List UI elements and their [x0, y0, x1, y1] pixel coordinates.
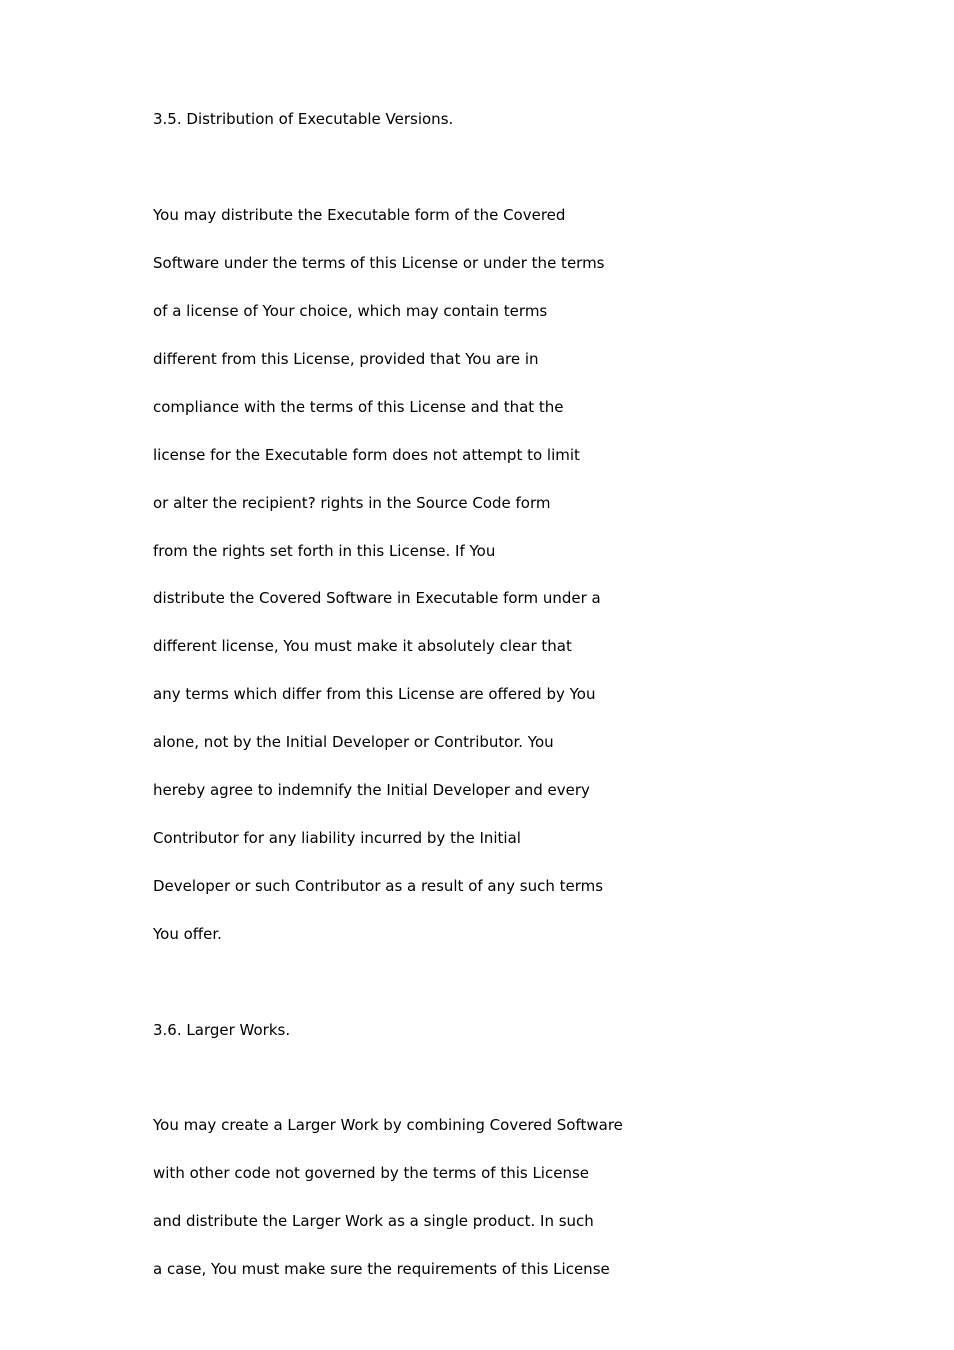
- section-heading: 3.6. Larger Works.: [153, 1021, 291, 1039]
- paragraph-line: different license, You must make it absolutely clear that: [153, 637, 572, 655]
- paragraph-line: Software under the terms of this License or under the terms: [153, 254, 605, 272]
- paragraph-line: You may create a Larger Work by combining Covered Software: [153, 1116, 623, 1134]
- paragraph-line: compliance with the terms of this License and that the: [153, 398, 564, 416]
- paragraph-line: with other code not governed by the terms of this License: [153, 1164, 590, 1182]
- paragraph-line: or alter the recipient? rights in the Source Code form: [153, 494, 551, 512]
- paragraph-line: alone, not by the Initial Developer or Contributor. You: [153, 733, 554, 751]
- paragraph-line: Contributor for any liability incurred by the Initial: [153, 829, 521, 847]
- paragraph-line: of a license of Your choice, which may contain terms: [153, 302, 548, 320]
- paragraph-line: a case, You must make sure the requirements of this License: [153, 1260, 610, 1278]
- paragraph-line: license for the Executable form does not attempt to limit: [153, 446, 580, 464]
- section-heading: 3.5. Distribution of Executable Versions.: [153, 110, 454, 128]
- paragraph-line: Developer or such Contributor as a result of any such terms: [153, 877, 604, 895]
- paragraph-line: distribute the Covered Software in Executable form under a: [153, 589, 601, 607]
- paragraph-line: from the rights set forth in this License. If You: [153, 542, 496, 560]
- paragraph-line: You may distribute the Executable form of the Covered: [153, 206, 566, 224]
- paragraph-line: You offer.: [153, 925, 222, 943]
- paragraph-line: hereby agree to indemnify the Initial Developer and every: [153, 781, 590, 799]
- paragraph-line: and distribute the Larger Work as a single product. In such: [153, 1212, 594, 1230]
- paragraph-line: different from this License, provided that You are in: [153, 350, 539, 368]
- paragraph-line: any terms which differ from this License are offered by You: [153, 685, 596, 703]
